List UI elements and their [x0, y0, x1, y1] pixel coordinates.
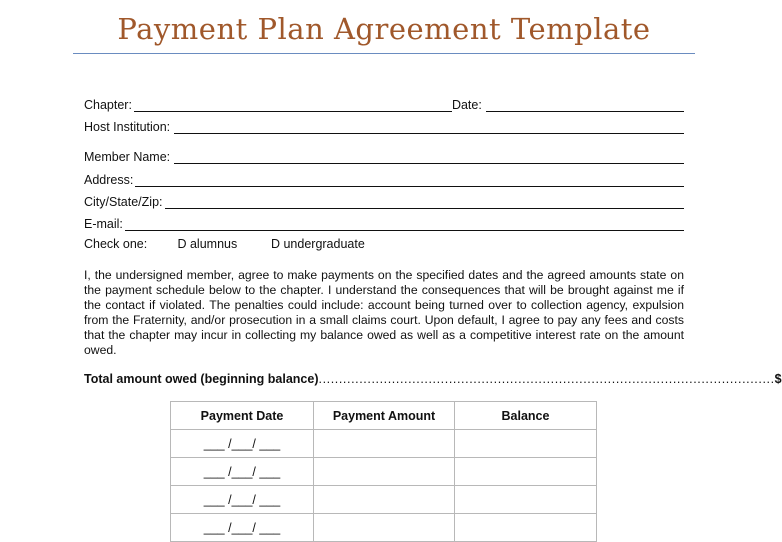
total-leader-dots: ................................................................................................................	[318, 372, 775, 386]
member-type-row	[84, 237, 365, 251]
balance-cell[interactable]	[455, 514, 597, 542]
option-alumnus[interactable]: D alumnus	[177, 237, 238, 251]
payment-date-cell[interactable]: ___ /___/ ___	[171, 458, 314, 486]
address-label: Address:	[84, 173, 134, 187]
balance-cell[interactable]	[455, 486, 597, 514]
table-header-row	[171, 402, 597, 430]
header-payment-date: Payment Date	[171, 402, 314, 430]
balance-cell[interactable]	[455, 430, 597, 458]
chapter-field[interactable]	[134, 99, 452, 112]
member-label: Member Name:	[84, 150, 171, 164]
city-field[interactable]	[165, 196, 685, 209]
address-field[interactable]	[135, 174, 684, 187]
header-balance: Balance	[455, 402, 597, 430]
header-payment-amount: Payment Amount	[314, 402, 455, 430]
option-undergraduate[interactable]: D undergraduate	[270, 237, 365, 251]
payment-amount-cell[interactable]	[314, 430, 455, 458]
address-row	[84, 171, 684, 187]
member-field[interactable]	[174, 151, 684, 164]
table-row	[171, 430, 597, 458]
email-field[interactable]	[125, 218, 684, 231]
payment-amount-cell[interactable]	[314, 458, 455, 486]
payment-schedule-table	[170, 401, 597, 542]
document-title: Payment Plan Agreement Template	[117, 12, 651, 46]
total-label: Total amount owed (beginning balance)	[84, 372, 319, 386]
date-label: Date:	[451, 98, 482, 112]
payment-date-cell[interactable]: ___ /___/ ___	[171, 514, 314, 542]
chapter-date-row	[84, 96, 684, 112]
title-divider	[73, 53, 695, 54]
host-field[interactable]	[174, 121, 684, 134]
table-row	[171, 486, 597, 514]
email-label: E-mail:	[84, 217, 123, 231]
date-field[interactable]	[486, 99, 684, 112]
check-label: Check one:	[84, 237, 148, 251]
table-row	[171, 514, 597, 542]
payment-amount-cell[interactable]	[314, 514, 455, 542]
currency-symbol: $	[774, 372, 782, 386]
host-label: Host Institution:	[84, 120, 171, 134]
agreement-paragraph: I, the undersigned member, agree to make payments on the specified dates and the agreed amounts state on the payment schedule below to the chapter. I understand the consequences that will be brought against me if the contact if violated. The penalties could include: account being turned over to collection agency, expulsion from the Fraternity, and/or prosecution in a small claims court. Upon default, I agree to pay any fees and costs that the chapter may incur in collecting my balance owed as well as a competitive interest rate on the amount owed.	[84, 268, 684, 357]
payment-date-cell[interactable]: ___ /___/ ___	[171, 430, 314, 458]
email-row	[84, 215, 684, 231]
payment-amount-cell[interactable]	[314, 486, 455, 514]
chapter-label: Chapter:	[84, 98, 132, 112]
payment-date-cell[interactable]: ___ /___/ ___	[171, 486, 314, 514]
host-row	[84, 118, 684, 134]
member-row	[84, 148, 684, 164]
total-amount-row	[84, 371, 782, 386]
city-label: City/State/Zip:	[84, 195, 163, 209]
balance-cell[interactable]	[455, 458, 597, 486]
city-row	[84, 193, 684, 209]
table-row	[171, 458, 597, 486]
